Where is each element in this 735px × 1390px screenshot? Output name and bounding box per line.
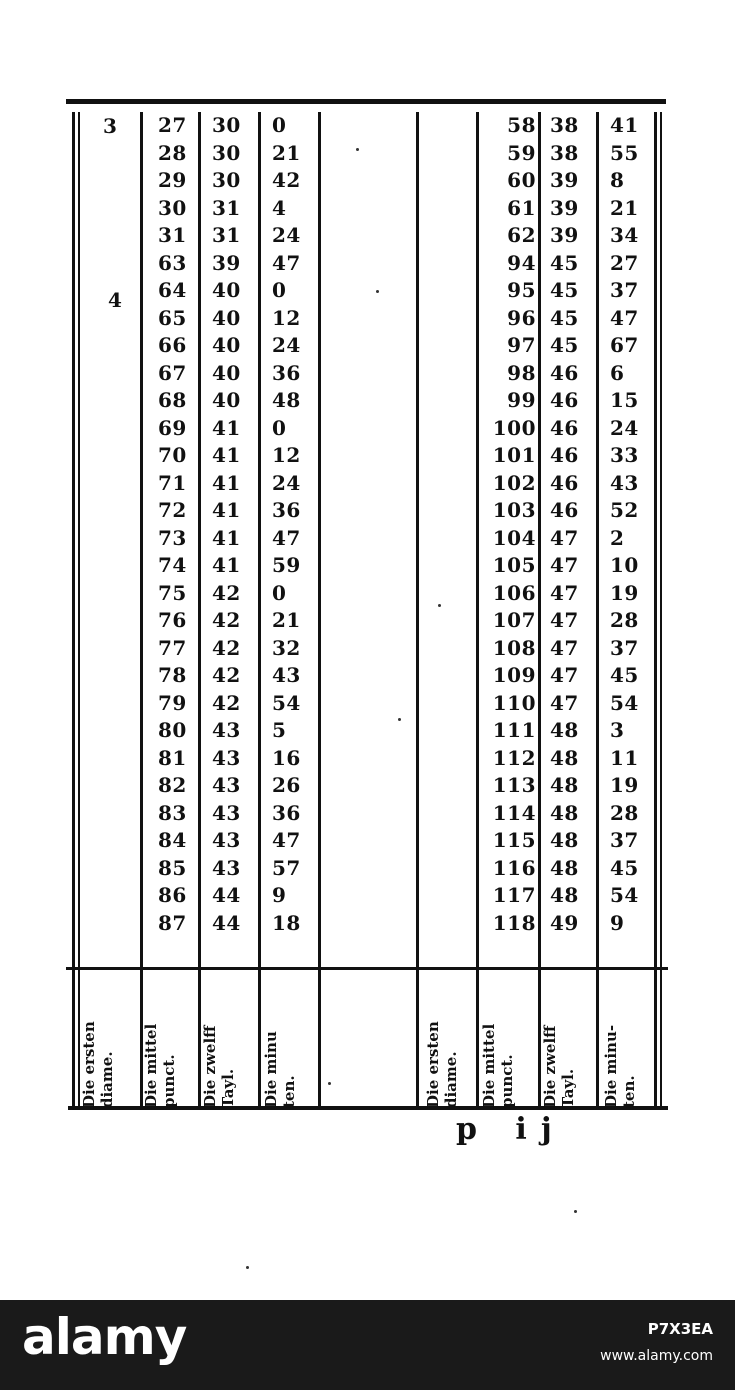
table-cell: 43: [272, 663, 301, 687]
table-cell: 0: [272, 580, 287, 605]
table-cell: 74: [158, 553, 187, 577]
section-marker: 3: [103, 114, 117, 138]
table-cell: 48: [550, 855, 579, 880]
table-cell: 78: [158, 663, 187, 687]
table-cell: 47: [272, 525, 301, 550]
table-cell: 54: [610, 883, 639, 907]
print-speck: [438, 604, 441, 607]
column-rule: [72, 112, 75, 1107]
table-cell: 97: [507, 333, 536, 357]
column-header: Die mittel punct.: [142, 1023, 178, 1108]
table-cell: 46: [550, 498, 579, 522]
table-cell: 47: [550, 635, 579, 660]
table-cell: 36: [272, 498, 301, 522]
table-cell: 76: [158, 608, 187, 632]
table-cell: 118: [492, 910, 536, 935]
header-divider-rule: [66, 967, 668, 970]
column-header: Die ersten diame.: [80, 1021, 116, 1108]
right-col-c: [610, 112, 670, 937]
table-cell: 54: [610, 690, 639, 715]
table-cell: 48: [550, 800, 579, 825]
table-cell: 82: [158, 773, 187, 797]
left-col-a: [158, 112, 218, 937]
table-cell: 47: [610, 305, 639, 330]
table-cell: 117: [492, 883, 536, 907]
table-cell: 41: [610, 113, 639, 137]
column-header: Die minu ten.: [262, 1031, 298, 1108]
table-cell: 46: [550, 443, 579, 467]
table-cell: 27: [158, 113, 187, 137]
table-cell: 63: [158, 250, 187, 275]
table-cell: 116: [492, 855, 536, 880]
table-cell: 102: [492, 470, 536, 495]
watermark-banner: [0, 1300, 735, 1390]
table-cell: 46: [550, 388, 579, 412]
table-cell: 24: [272, 223, 301, 247]
table-cell: 47: [550, 525, 579, 550]
table-cell: 3: [610, 718, 625, 742]
table-cell: 46: [550, 415, 579, 440]
table-cell: 38: [550, 140, 579, 165]
column-header: Die mittel punct.: [480, 1023, 516, 1108]
right-col-b: [550, 112, 610, 937]
table-cell: 47: [550, 553, 579, 577]
table-cell: 40: [212, 333, 241, 357]
table-cell: 41: [212, 553, 241, 577]
table-cell: 80: [158, 718, 187, 742]
table-cell: 41: [212, 525, 241, 550]
table-cell: 30: [212, 168, 241, 192]
table-cell: 40: [212, 360, 241, 385]
table-cell: 24: [272, 333, 301, 357]
left-col-b: [212, 112, 272, 937]
table-cell: 39: [550, 168, 579, 192]
print-speck: [376, 290, 379, 293]
table-cell: 10: [610, 553, 639, 577]
table-cell: 11: [610, 745, 639, 770]
table-cell: 47: [272, 828, 301, 852]
column-rule: [140, 112, 143, 1107]
table-cell: 24: [272, 470, 301, 495]
top-rule: [66, 99, 666, 104]
table-cell: 28: [610, 608, 639, 632]
table-cell: 87: [158, 910, 187, 935]
table-cell: 115: [492, 828, 536, 852]
table-cell: 46: [550, 360, 579, 385]
print-speck: [246, 1266, 249, 1269]
table-cell: 52: [610, 498, 639, 522]
table-cell: 46: [550, 470, 579, 495]
table-cell: 108: [492, 635, 536, 660]
print-speck: [574, 1210, 577, 1213]
table-cell: 27: [610, 250, 639, 275]
table-cell: 45: [550, 333, 579, 357]
table-cell: 30: [212, 140, 241, 165]
table-cell: 28: [610, 800, 639, 825]
table-cell: 40: [212, 388, 241, 412]
table-cell: 28: [158, 140, 187, 165]
table-cell: 84: [158, 828, 187, 852]
table-cell: 48: [272, 388, 301, 412]
table-cell: 45: [550, 278, 579, 302]
table-cell: 0: [272, 278, 287, 302]
table-cell: 68: [158, 388, 187, 412]
column-rule: [416, 112, 419, 1107]
table-cell: 43: [212, 718, 241, 742]
column-header: Die ersten diame.: [424, 1021, 460, 1108]
table-cell: 81: [158, 745, 187, 770]
table-cell: 47: [272, 250, 301, 275]
table-cell: 43: [610, 470, 639, 495]
table-cell: 43: [212, 800, 241, 825]
column-rule: [476, 112, 479, 1107]
table-cell: 45: [550, 305, 579, 330]
table-cell: 66: [158, 333, 187, 357]
table-cell: 33: [610, 443, 639, 467]
table-cell: 67: [610, 333, 639, 357]
table-cell: 43: [212, 855, 241, 880]
table-cell: 41: [212, 470, 241, 495]
table-cell: 9: [272, 883, 287, 907]
table-cell: 112: [492, 745, 536, 770]
table-cell: 62: [507, 223, 536, 247]
table-cell: 99: [507, 388, 536, 412]
table-cell: 37: [610, 278, 639, 302]
table-cell: 37: [610, 635, 639, 660]
table-cell: 30: [158, 195, 187, 220]
table-cell: 45: [610, 855, 639, 880]
watermark-site: www.alamy.com: [600, 1348, 713, 1364]
table-cell: 71: [158, 470, 187, 495]
print-speck: [398, 718, 401, 721]
table-cell: 45: [550, 250, 579, 275]
table-cell: 47: [550, 690, 579, 715]
table-cell: 6: [610, 360, 625, 385]
table-cell: 31: [212, 223, 241, 247]
table-cell: 40: [212, 305, 241, 330]
column-header: Die minu- ten.: [602, 1024, 638, 1108]
table-cell: 36: [272, 800, 301, 825]
table-cell: 72: [158, 498, 187, 522]
table-cell: 110: [492, 690, 536, 715]
table-cell: 79: [158, 690, 187, 715]
table-cell: 58: [507, 113, 536, 137]
section-marker: 4: [108, 288, 122, 312]
table-cell: 43: [212, 828, 241, 852]
table-cell: 55: [610, 140, 639, 165]
table-cell: 12: [272, 305, 301, 330]
table-cell: 47: [550, 608, 579, 632]
table-cell: 57: [272, 855, 301, 880]
table-cell: 42: [212, 635, 241, 660]
table-cell: 101: [492, 443, 536, 467]
table-cell: 104: [492, 525, 536, 550]
signature-mark: p ij: [456, 1112, 566, 1147]
table-cell: 109: [492, 663, 536, 687]
table-cell: 98: [507, 360, 536, 385]
table-cell: 2: [610, 525, 625, 550]
table-cell: 105: [492, 553, 536, 577]
table-cell: 21: [610, 195, 639, 220]
table-cell: 48: [550, 883, 579, 907]
table-cell: 5: [272, 718, 287, 742]
column-rule: [538, 112, 541, 1107]
table-cell: 94: [507, 250, 536, 275]
table-cell: 86: [158, 883, 187, 907]
table-cell: 39: [550, 195, 579, 220]
table-cell: 0: [272, 113, 287, 137]
table-cell: 16: [272, 745, 301, 770]
left-col-c: [272, 112, 332, 937]
table-cell: 59: [272, 553, 301, 577]
table-cell: 39: [550, 223, 579, 247]
table-cell: 24: [610, 415, 639, 440]
table-cell: 41: [212, 415, 241, 440]
table-cell: 77: [158, 635, 187, 660]
table-cell: 83: [158, 800, 187, 825]
table-cell: 42: [212, 690, 241, 715]
table-cell: 69: [158, 415, 187, 440]
table-cell: 43: [212, 773, 241, 797]
table-cell: 0: [272, 415, 287, 440]
table-cell: 15: [610, 388, 639, 412]
table-cell: 43: [212, 745, 241, 770]
table-cell: 47: [550, 580, 579, 605]
table-cell: 47: [550, 663, 579, 687]
image-code: P7X3EA: [647, 1320, 713, 1338]
table-cell: 70: [158, 443, 187, 467]
table-cell: 65: [158, 305, 187, 330]
table-cell: 40: [212, 278, 241, 302]
table-cell: 64: [158, 278, 187, 302]
table-cell: 4: [272, 195, 287, 220]
column-header: Die zwelff Tayl.: [201, 1025, 237, 1108]
table-cell: 48: [550, 773, 579, 797]
table-cell: 19: [610, 580, 639, 605]
table-cell: 38: [550, 113, 579, 137]
table-cell: 39: [212, 250, 241, 275]
table-cell: 8: [610, 168, 625, 192]
print-speck: [356, 148, 359, 151]
table-cell: 114: [492, 800, 536, 825]
table-cell: 107: [492, 608, 536, 632]
table-cell: 32: [272, 635, 301, 660]
table-cell: 103: [492, 498, 536, 522]
table-cell: 44: [212, 883, 241, 907]
table-cell: 30: [212, 113, 241, 137]
table-cell: 34: [610, 223, 639, 247]
table-cell: 42: [212, 608, 241, 632]
table-cell: 95: [507, 278, 536, 302]
table-cell: 61: [507, 195, 536, 220]
table-cell: 37: [610, 828, 639, 852]
table-cell: 19: [610, 773, 639, 797]
table-cell: 45: [610, 663, 639, 687]
table-cell: 21: [272, 140, 301, 165]
table-cell: 41: [212, 443, 241, 467]
table-cell: 18: [272, 910, 301, 935]
watermark-logo: alamy: [22, 1308, 187, 1366]
table-cell: 96: [507, 305, 536, 330]
table-cell: 100: [492, 415, 536, 440]
table-cell: 26: [272, 773, 301, 797]
table-cell: 9: [610, 910, 625, 935]
table-cell: 42: [212, 663, 241, 687]
table-cell: 31: [158, 223, 187, 247]
table-cell: 31: [212, 195, 241, 220]
table-cell: 42: [272, 168, 301, 192]
table-cell: 44: [212, 910, 241, 935]
table-cell: 60: [507, 168, 536, 192]
table-cell: 54: [272, 690, 301, 715]
table-cell: 59: [507, 140, 536, 165]
table-cell: 113: [492, 773, 536, 797]
table-cell: 48: [550, 718, 579, 742]
table-cell: 29: [158, 168, 187, 192]
right-col-a: [480, 112, 536, 937]
column-header: Die zwelff Tayl.: [541, 1025, 577, 1108]
table-cell: 12: [272, 443, 301, 467]
table-cell: 75: [158, 580, 187, 605]
table-cell: 21: [272, 608, 301, 632]
table-cell: 48: [550, 828, 579, 852]
table-cell: 111: [492, 718, 536, 742]
table-cell: 41: [212, 498, 241, 522]
table-cell: 85: [158, 855, 187, 880]
table-cell: 67: [158, 360, 187, 385]
table-cell: 106: [492, 580, 536, 605]
table-cell: 49: [550, 910, 579, 935]
column-rule: [78, 112, 80, 1107]
table-cell: 36: [272, 360, 301, 385]
print-speck: [328, 1082, 331, 1085]
table-cell: 42: [212, 580, 241, 605]
table-cell: 73: [158, 525, 187, 550]
table-cell: 48: [550, 745, 579, 770]
watermark-info: [600, 1320, 713, 1364]
